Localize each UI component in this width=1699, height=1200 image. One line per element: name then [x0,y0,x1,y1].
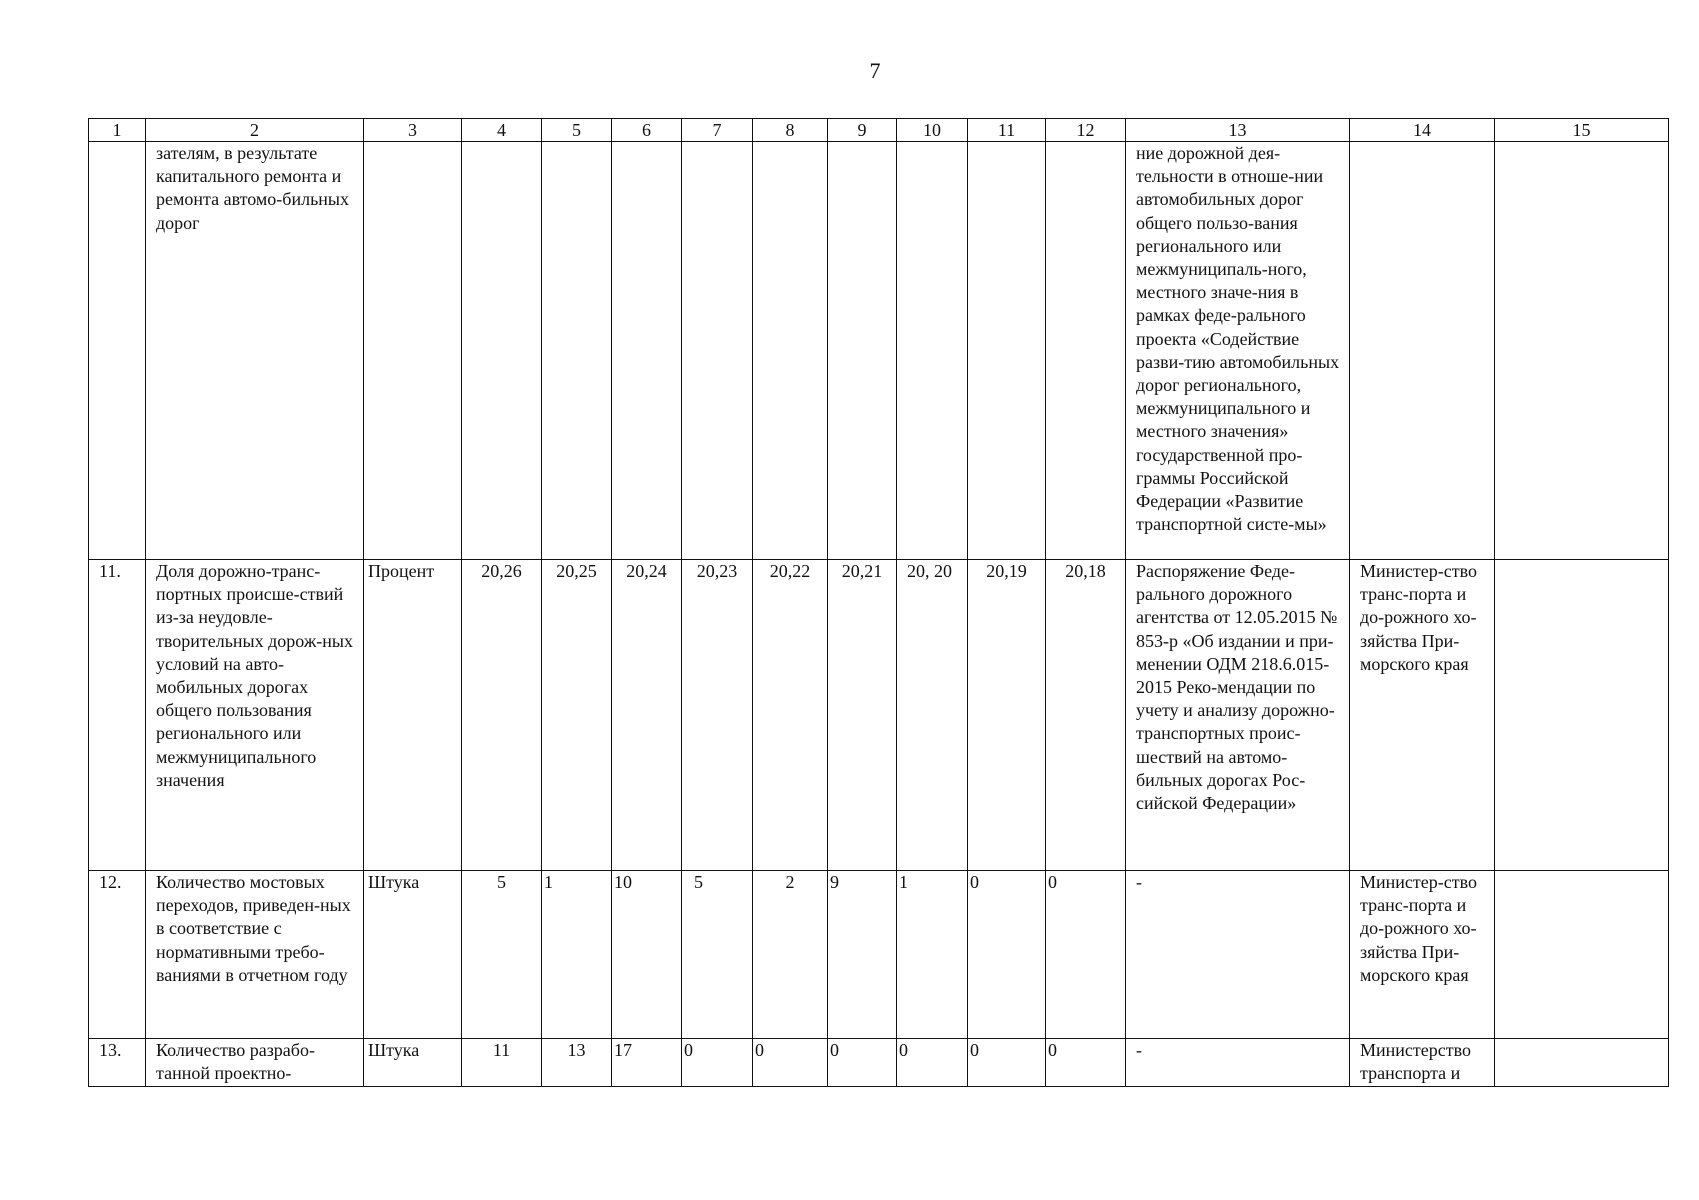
value-cell: 0 [968,871,1046,1039]
note-cell [1495,560,1669,871]
header-row [89,119,1669,142]
value-cell [612,142,682,560]
header-cell: 2 [146,119,364,142]
responsible-cell [1350,142,1495,560]
value-cell: 20,22 [753,560,828,871]
value-cell: 20,19 [968,560,1046,871]
header-cell: 11 [968,119,1046,142]
value-cell [968,142,1046,560]
value-cell: 9 [828,871,897,1039]
value-cell: 0 [753,1039,828,1087]
header-cell: 4 [462,119,542,142]
table-row [89,1039,1669,1087]
value-cell [753,142,828,560]
header-cell: 15 [1495,119,1669,142]
value-cell [462,142,542,560]
value-cell: 10 [612,871,682,1039]
header-cell: 1 [89,119,146,142]
table-row [89,560,1669,871]
value-cell: 1 [542,871,612,1039]
indicator-name: Количество разрабо-танной проектно- [146,1039,364,1087]
unit-cell [364,142,462,560]
value-cell: 0 [897,1039,968,1087]
header-cell: 12 [1046,119,1126,142]
header-cell: 5 [542,119,612,142]
value-cell: 20,25 [542,560,612,871]
row-number: 13. [89,1039,146,1087]
value-cell: 0 [968,1039,1046,1087]
header-cell: 13 [1126,119,1350,142]
value-cell: 0 [682,1039,753,1087]
value-cell [542,142,612,560]
table-row [89,871,1669,1039]
value-cell: 0 [1046,1039,1126,1087]
value-cell: 20,21 [828,560,897,871]
value-cell: 13 [542,1039,612,1087]
source-cell: Распоряжение Феде-рального дорожного агентства от 12.05.2015 № 853-р «Об издании и при-менении ОДМ 218.6.015-2015 Реко-мендации по учету и анализу дорожно-транспортных проис-шествий на автомо-бильных дорогах Рос-сийской Федерации» [1126,560,1350,871]
value-cell: 11 [462,1039,542,1087]
header-cell: 10 [897,119,968,142]
responsible-cell: Министер-ство транс-порта и до-рожного хо-зяйства При-морского края [1350,560,1495,871]
value-cell [897,142,968,560]
value-cell [828,142,897,560]
indicator-name: Количество мостовых переходов, приведен-ных в соответствие с нормативными требо-ваниями в отчетном году [146,871,364,1039]
value-cell: 5 [682,871,753,1039]
page-number: 7 [869,58,881,83]
header-cell: 7 [682,119,753,142]
unit-cell: Штука [364,871,462,1039]
unit-cell: Штука [364,1039,462,1087]
value-cell: 20,23 [682,560,753,871]
note-cell [1495,142,1669,560]
row-number: 12. [89,871,146,1039]
header-cell: 6 [612,119,682,142]
row-number [89,142,146,560]
header-cell: 3 [364,119,462,142]
value-cell: 0 [828,1039,897,1087]
value-cell: 20,26 [462,560,542,871]
indicator-name: зателям, в результате капитального ремонта и ремонта автомо-бильных дорог [146,142,364,560]
value-cell: 20,24 [612,560,682,871]
table-row [89,142,1669,560]
indicator-name: Доля дорожно-транс-портных происше-ствий из-за неудовле-творительных дорож-ных условий на авто-мобильных дорогах общего пользования регионального или межмуниципального значения [146,560,364,871]
source-cell: - [1126,871,1350,1039]
value-cell: 2 [753,871,828,1039]
value-cell: 20, 20 [897,560,968,871]
responsible-cell: Министерство транспорта и [1350,1039,1495,1087]
header-cell: 14 [1350,119,1495,142]
note-cell [1495,1039,1669,1087]
value-cell [1046,142,1126,560]
value-cell: 20,18 [1046,560,1126,871]
header-cell: 8 [753,119,828,142]
source-cell: - [1126,1039,1350,1087]
unit-cell: Процент [364,560,462,871]
value-cell: 5 [462,871,542,1039]
document-table [88,118,1669,1087]
row-number: 11. [89,560,146,871]
value-cell [682,142,753,560]
source-cell: ние дорожной дея-тельности в отноше-нии автомобильных дорог общего пользо-вания регионального или межмуниципаль-ного, местного значе-ния в рамках феде-рального проекта «Содействие разви-тию автомобильных дорог регионального, межмуниципального и местного значения» государственной про-граммы Российской Федерации «Развитие транспортной систе-мы» [1126,142,1350,560]
note-cell [1495,871,1669,1039]
value-cell: 1 [897,871,968,1039]
header-cell: 9 [828,119,897,142]
responsible-cell: Министер-ство транс-порта и до-рожного хо-зяйства При-морского края [1350,871,1495,1039]
value-cell: 17 [612,1039,682,1087]
value-cell: 0 [1046,871,1126,1039]
